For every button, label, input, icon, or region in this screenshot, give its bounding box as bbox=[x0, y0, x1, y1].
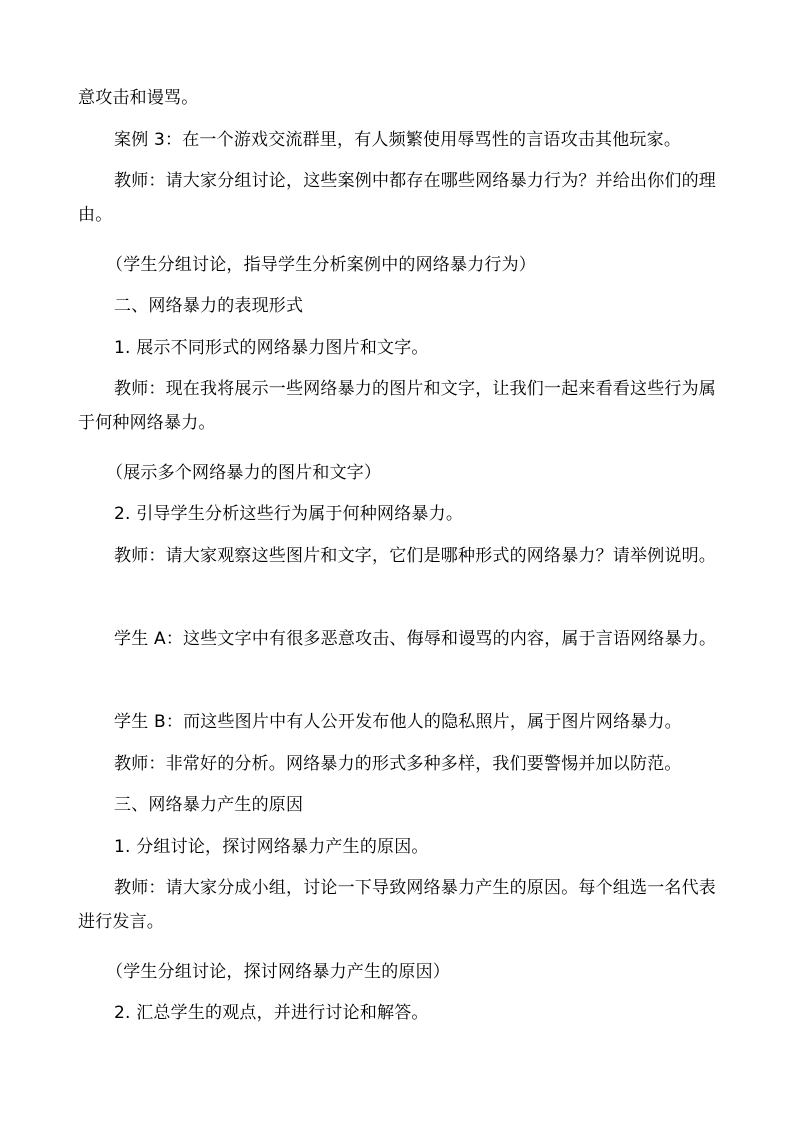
section-heading-causes: 三、网络暴力产生的原因 bbox=[114, 795, 304, 815]
paragraph-show-images: （展示多个网络暴力的图片和文字） bbox=[106, 463, 382, 483]
paragraph-teacher-groups: 教师：请大家分成小组，讨论一下导致网络暴力产生的原因。每个组选一名代表进行发言。 bbox=[78, 878, 716, 932]
paragraph-step-2-summary: 2. 汇总学生的观点，并进行讨论和解答。 bbox=[114, 1003, 429, 1023]
paragraph-student-group-discussion: （学生分组讨论，指导学生分析案例中的网络暴力行为） bbox=[106, 255, 536, 275]
paragraph-student-explore: （学生分组讨论，探讨网络暴力产生的原因） bbox=[106, 962, 450, 982]
paragraph-case-3: 案例 3：在一个游戏交流群里，有人频繁使用辱骂性的言语攻击其他玩家。 bbox=[114, 130, 682, 150]
paragraph-step-1-discuss: 1. 分组讨论，探讨网络暴力产生的原因。 bbox=[114, 837, 429, 857]
paragraph-student-b: 学生 B：而这些图片中有人公开发布他人的隐私照片，属于图片网络暴力。 bbox=[114, 712, 682, 732]
paragraph-continuation: 意攻击和谩骂。 bbox=[78, 88, 199, 108]
paragraph-step-2-guide: 2. 引导学生分析这些行为属于何种网络暴力。 bbox=[114, 504, 464, 524]
paragraph-teacher-observe: 教师：请大家观察这些图片和文字，它们是哪种形式的网络暴力？请举例说明。 bbox=[114, 546, 716, 566]
paragraph-step-1-show: 1. 展示不同形式的网络暴力图片和文字。 bbox=[114, 338, 429, 358]
paragraph-teacher-show: 教师：现在我将展示一些网络暴力的图片和文字，让我们一起来看看这些行为属于何种网络暴力。 bbox=[78, 379, 716, 433]
paragraph-student-a: 学生 A：这些文字中有很多恶意攻击、侮辱和谩骂的内容，属于言语网络暴力。 bbox=[114, 629, 717, 649]
paragraph-teacher-analysis: 教师：非常好的分析。网络暴力的形式多种多样，我们要警惕并加以防范。 bbox=[114, 754, 682, 774]
section-heading-forms: 二、网络暴力的表现形式 bbox=[114, 296, 304, 316]
paragraph-teacher-discussion: 教师：请大家分组讨论，这些案例中都存在哪些网络暴力行为？并给出你们的理由。 bbox=[78, 171, 716, 225]
